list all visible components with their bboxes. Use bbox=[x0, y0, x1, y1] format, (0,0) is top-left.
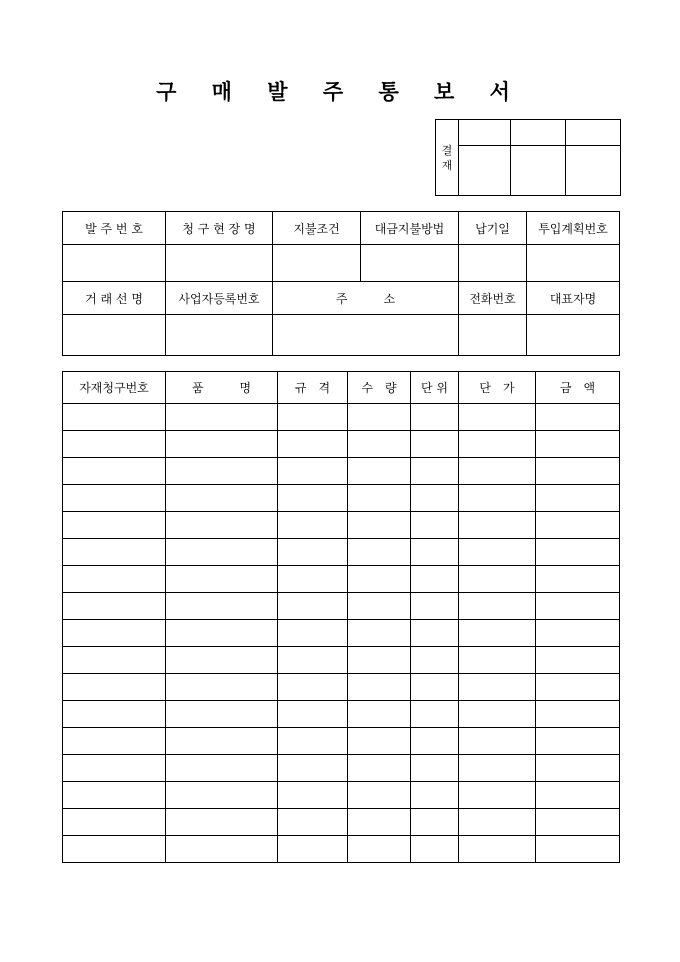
unit-price-cell[interactable] bbox=[459, 809, 536, 836]
item-name-cell[interactable] bbox=[166, 593, 278, 620]
item-name-header: 품 명 bbox=[166, 372, 278, 404]
business-reg-number-header: 사업자등록번호 bbox=[166, 282, 273, 315]
approval-label-line2: 재 bbox=[441, 158, 453, 172]
material-request-number-cell[interactable] bbox=[63, 836, 166, 863]
item-name-cell[interactable] bbox=[166, 701, 278, 728]
order-number-field[interactable] bbox=[63, 245, 166, 282]
business-reg-number-field[interactable] bbox=[166, 315, 273, 356]
unit-cell[interactable] bbox=[411, 458, 459, 485]
amount-cell[interactable] bbox=[536, 431, 620, 458]
unit-cell[interactable] bbox=[411, 620, 459, 647]
unit-cell[interactable] bbox=[411, 782, 459, 809]
material-request-number-cell[interactable] bbox=[63, 782, 166, 809]
unit-price-cell[interactable] bbox=[459, 836, 536, 863]
unit-price-cell[interactable] bbox=[459, 539, 536, 566]
material-request-number-cell[interactable] bbox=[63, 512, 166, 539]
material-request-number-cell[interactable] bbox=[63, 647, 166, 674]
material-request-number-cell[interactable] bbox=[63, 458, 166, 485]
quantity-cell[interactable] bbox=[348, 431, 411, 458]
material-request-number-cell[interactable] bbox=[63, 485, 166, 512]
plan-number-header: 투입계획번호 bbox=[527, 212, 620, 245]
material-request-number-cell[interactable] bbox=[63, 620, 166, 647]
order-info-table bbox=[62, 211, 620, 356]
table-row bbox=[63, 620, 620, 647]
quantity-cell[interactable] bbox=[348, 485, 411, 512]
item-name-cell[interactable] bbox=[166, 836, 278, 863]
requesting-site-header: 청 구 현 장 명 bbox=[166, 212, 273, 245]
table-row bbox=[63, 782, 620, 809]
quantity-cell[interactable] bbox=[348, 404, 411, 431]
quantity-cell[interactable] bbox=[348, 620, 411, 647]
quantity-cell[interactable] bbox=[348, 782, 411, 809]
quantity-cell[interactable] bbox=[348, 512, 411, 539]
unit-price-cell[interactable] bbox=[459, 701, 536, 728]
specification-cell[interactable] bbox=[278, 485, 348, 512]
approval-label bbox=[436, 120, 459, 196]
unit-cell[interactable] bbox=[411, 701, 459, 728]
item-name-cell[interactable] bbox=[166, 809, 278, 836]
table-row bbox=[63, 458, 620, 485]
amount-cell[interactable] bbox=[536, 566, 620, 593]
amount-cell[interactable] bbox=[536, 755, 620, 782]
amount-cell[interactable] bbox=[536, 539, 620, 566]
item-name-cell[interactable] bbox=[166, 647, 278, 674]
item-name-cell[interactable] bbox=[166, 728, 278, 755]
amount-cell[interactable] bbox=[536, 593, 620, 620]
unit-price-cell[interactable] bbox=[459, 431, 536, 458]
unit-cell[interactable] bbox=[411, 647, 459, 674]
unit-price-cell[interactable] bbox=[459, 728, 536, 755]
table-row bbox=[63, 836, 620, 863]
unit-price-cell[interactable] bbox=[459, 755, 536, 782]
amount-cell[interactable] bbox=[536, 836, 620, 863]
unit-price-cell[interactable] bbox=[459, 404, 536, 431]
delivery-date-field[interactable] bbox=[459, 245, 527, 282]
order-number-header: 발 주 번 호 bbox=[63, 212, 166, 245]
quantity-cell[interactable] bbox=[348, 701, 411, 728]
quantity-cell[interactable] bbox=[348, 458, 411, 485]
amount-cell[interactable] bbox=[536, 701, 620, 728]
approval-table bbox=[435, 119, 621, 196]
unit-cell[interactable] bbox=[411, 539, 459, 566]
specification-cell[interactable] bbox=[278, 674, 348, 701]
amount-cell[interactable] bbox=[536, 485, 620, 512]
quantity-header: 수 량 bbox=[348, 372, 411, 404]
quantity-cell[interactable] bbox=[348, 755, 411, 782]
address-header: 주 소 bbox=[273, 282, 459, 315]
quantity-cell[interactable] bbox=[348, 539, 411, 566]
material-request-number-cell[interactable] bbox=[63, 728, 166, 755]
unit-cell[interactable] bbox=[411, 485, 459, 512]
unit-cell[interactable] bbox=[411, 404, 459, 431]
amount-cell[interactable] bbox=[536, 512, 620, 539]
specification-cell[interactable] bbox=[278, 404, 348, 431]
material-request-number-cell[interactable] bbox=[63, 431, 166, 458]
specification-cell[interactable] bbox=[278, 728, 348, 755]
vendor-name-field[interactable] bbox=[63, 315, 166, 356]
item-name-cell[interactable] bbox=[166, 755, 278, 782]
table-row bbox=[63, 404, 620, 431]
payment-method-header: 대금지불방법 bbox=[361, 212, 459, 245]
item-name-cell[interactable] bbox=[166, 782, 278, 809]
amount-cell[interactable] bbox=[536, 458, 620, 485]
quantity-cell[interactable] bbox=[348, 647, 411, 674]
approval-title-cell bbox=[511, 120, 566, 146]
material-request-number-cell[interactable] bbox=[63, 539, 166, 566]
specification-cell[interactable] bbox=[278, 431, 348, 458]
unit-price-cell[interactable] bbox=[459, 620, 536, 647]
material-request-number-cell[interactable] bbox=[63, 593, 166, 620]
unit-cell[interactable] bbox=[411, 674, 459, 701]
unit-price-cell[interactable] bbox=[459, 512, 536, 539]
unit-cell[interactable] bbox=[411, 512, 459, 539]
unit-price-header: 단 가 bbox=[459, 372, 536, 404]
table-row bbox=[63, 755, 620, 782]
amount-header: 금 액 bbox=[536, 372, 620, 404]
unit-price-cell[interactable] bbox=[459, 593, 536, 620]
material-request-number-cell[interactable] bbox=[63, 674, 166, 701]
table-row bbox=[63, 809, 620, 836]
representative-header: 대표자명 bbox=[527, 282, 620, 315]
requesting-site-field[interactable] bbox=[166, 245, 273, 282]
approval-sign-cell[interactable] bbox=[566, 146, 621, 196]
material-request-number-header: 자재청구번호 bbox=[63, 372, 166, 404]
unit-cell[interactable] bbox=[411, 593, 459, 620]
approval-sign-cell[interactable] bbox=[459, 146, 511, 196]
specification-cell[interactable] bbox=[278, 755, 348, 782]
material-request-number-cell[interactable] bbox=[63, 809, 166, 836]
item-name-cell[interactable] bbox=[166, 620, 278, 647]
payment-terms-field[interactable] bbox=[273, 245, 361, 282]
table-row bbox=[63, 647, 620, 674]
specification-header: 규 격 bbox=[278, 372, 348, 404]
specification-cell[interactable] bbox=[278, 620, 348, 647]
amount-cell[interactable] bbox=[536, 782, 620, 809]
table-row bbox=[63, 728, 620, 755]
representative-field[interactable] bbox=[527, 315, 620, 356]
table-row bbox=[63, 701, 620, 728]
quantity-cell[interactable] bbox=[348, 566, 411, 593]
unit-cell[interactable] bbox=[411, 809, 459, 836]
specification-cell[interactable] bbox=[278, 458, 348, 485]
amount-cell[interactable] bbox=[536, 647, 620, 674]
unit-cell[interactable] bbox=[411, 836, 459, 863]
item-name-cell[interactable] bbox=[166, 404, 278, 431]
payment-method-field[interactable] bbox=[361, 245, 459, 282]
specification-cell[interactable] bbox=[278, 593, 348, 620]
specification-cell[interactable] bbox=[278, 566, 348, 593]
approval-title-cell bbox=[566, 120, 621, 146]
unit-price-cell[interactable] bbox=[459, 566, 536, 593]
unit-cell[interactable] bbox=[411, 728, 459, 755]
approval-label-line1: 결 bbox=[441, 143, 453, 157]
specification-cell[interactable] bbox=[278, 512, 348, 539]
amount-cell[interactable] bbox=[536, 674, 620, 701]
unit-price-cell[interactable] bbox=[459, 485, 536, 512]
specification-cell[interactable] bbox=[278, 701, 348, 728]
item-name-cell[interactable] bbox=[166, 674, 278, 701]
vendor-name-header: 거 래 선 명 bbox=[63, 282, 166, 315]
specification-cell[interactable] bbox=[278, 647, 348, 674]
amount-cell[interactable] bbox=[536, 809, 620, 836]
unit-price-cell[interactable] bbox=[459, 674, 536, 701]
table-row bbox=[63, 512, 620, 539]
quantity-cell[interactable] bbox=[348, 836, 411, 863]
address-field[interactable] bbox=[273, 315, 459, 356]
unit-price-cell[interactable] bbox=[459, 458, 536, 485]
quantity-cell[interactable] bbox=[348, 674, 411, 701]
specification-cell[interactable] bbox=[278, 809, 348, 836]
items-table bbox=[62, 371, 620, 863]
unit-cell[interactable] bbox=[411, 431, 459, 458]
quantity-cell[interactable] bbox=[348, 809, 411, 836]
phone-number-header: 전화번호 bbox=[459, 282, 527, 315]
table-row bbox=[63, 674, 620, 701]
item-name-cell[interactable] bbox=[166, 566, 278, 593]
amount-cell[interactable] bbox=[536, 728, 620, 755]
quantity-cell[interactable] bbox=[348, 728, 411, 755]
item-name-cell[interactable] bbox=[166, 431, 278, 458]
material-request-number-cell[interactable] bbox=[63, 701, 166, 728]
approval-sign-cell[interactable] bbox=[511, 146, 566, 196]
table-row bbox=[63, 566, 620, 593]
specification-cell[interactable] bbox=[278, 836, 348, 863]
plan-number-field[interactable] bbox=[527, 245, 620, 282]
material-request-number-cell[interactable] bbox=[63, 404, 166, 431]
material-request-number-cell[interactable] bbox=[63, 755, 166, 782]
approval-title-cell bbox=[459, 120, 511, 146]
item-name-cell[interactable] bbox=[166, 485, 278, 512]
unit-header: 단 위 bbox=[411, 372, 459, 404]
unit-cell[interactable] bbox=[411, 755, 459, 782]
phone-number-field[interactable] bbox=[459, 315, 527, 356]
page-title: 구 매 발 주 통 보 서 bbox=[156, 79, 524, 104]
material-request-number-cell[interactable] bbox=[63, 566, 166, 593]
delivery-date-header: 납기일 bbox=[459, 212, 527, 245]
unit-cell[interactable] bbox=[411, 566, 459, 593]
payment-terms-header: 지불조건 bbox=[273, 212, 361, 245]
table-row bbox=[63, 431, 620, 458]
table-row bbox=[63, 593, 620, 620]
unit-price-cell[interactable] bbox=[459, 647, 536, 674]
specification-cell[interactable] bbox=[278, 782, 348, 809]
specification-cell[interactable] bbox=[278, 539, 348, 566]
table-row bbox=[63, 539, 620, 566]
item-name-cell[interactable] bbox=[166, 458, 278, 485]
amount-cell[interactable] bbox=[536, 404, 620, 431]
item-name-cell[interactable] bbox=[166, 539, 278, 566]
amount-cell[interactable] bbox=[536, 620, 620, 647]
quantity-cell[interactable] bbox=[348, 593, 411, 620]
unit-price-cell[interactable] bbox=[459, 782, 536, 809]
item-name-cell[interactable] bbox=[166, 512, 278, 539]
table-row bbox=[63, 485, 620, 512]
